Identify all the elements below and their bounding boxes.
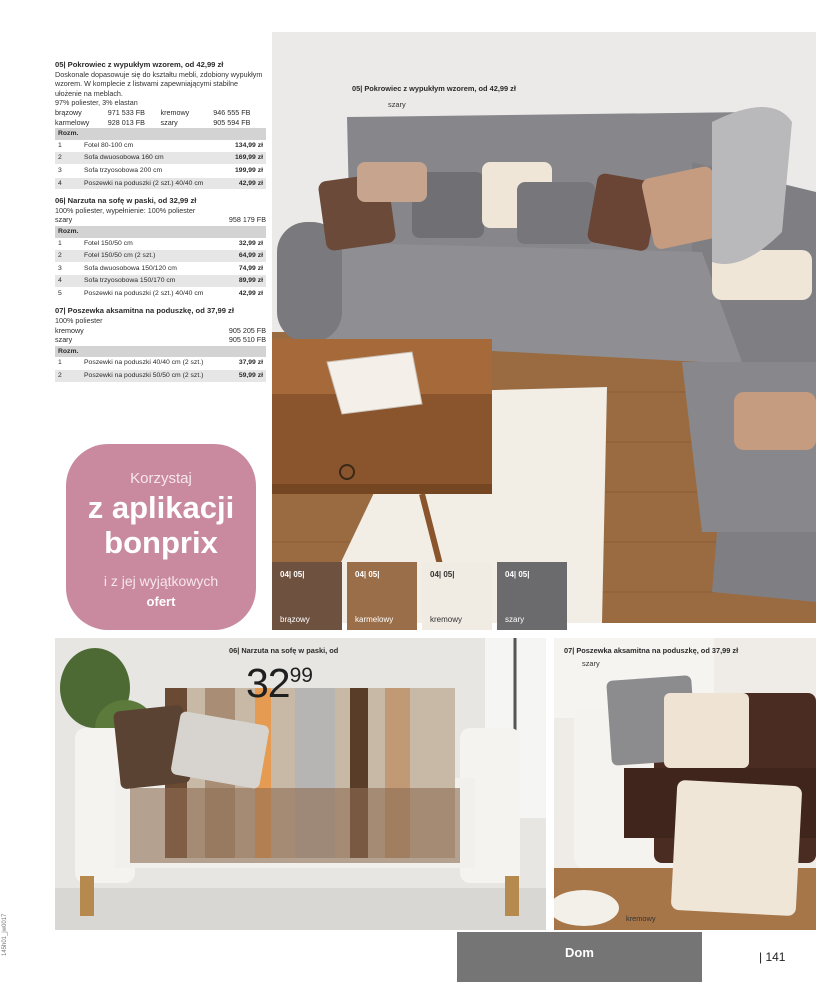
swatch-name: kremowy xyxy=(430,615,463,624)
product-05-description: Doskonale dopasowuje się do kształtu mebli, zdobiony wypukłym wzorem. W komplecie z listwami zapewniającymi stabilne ułożenie na meblach. xyxy=(55,69,263,98)
velvet-cushion-illustration xyxy=(554,638,816,930)
color-code: 905 510 FB xyxy=(228,335,266,345)
product-06-material: 100% poliester, wypełnienie: 100% poliester xyxy=(55,205,196,215)
color-code: 928 013 FB xyxy=(107,117,145,127)
size-price: 199,99 zł xyxy=(227,164,266,177)
size-num: 5 xyxy=(55,287,81,300)
promo-line-1: Korzystaj xyxy=(130,470,192,487)
size-num: 2 xyxy=(55,250,81,263)
size-num: 1 xyxy=(55,238,81,250)
size-price: 134,99 zł xyxy=(227,140,266,152)
swatch-kremowy[interactable] xyxy=(422,562,492,630)
size-price: 89,99 zł xyxy=(230,275,266,288)
product-06-size-table xyxy=(55,226,266,301)
size-name: Sofa trzyosobowa 150/170 cm xyxy=(81,275,230,288)
price-integer: 32 xyxy=(246,660,290,706)
photo3-label: 07| Poszewka aksamitna na poduszkę, od 37,99 zł xyxy=(564,646,739,655)
promo-brand-text: bonprix xyxy=(104,525,218,560)
table-row xyxy=(55,238,266,250)
size-name: Poszewki na poduszki 40/40 cm (2 szt.) xyxy=(81,357,230,369)
size-price: 169,99 zł xyxy=(227,152,266,165)
main-product-photo xyxy=(272,32,816,623)
product-05-heading: 05| Pokrowiec z wypukłym wzorem, od 42,99 zł xyxy=(55,60,224,69)
size-num: 3 xyxy=(55,262,81,275)
product-07-size-table xyxy=(55,346,266,383)
section-footer-bar xyxy=(457,932,702,982)
size-price: 32,99 zł xyxy=(230,238,266,250)
size-price: 64,99 zł xyxy=(230,250,266,263)
size-price: 74,99 zł xyxy=(230,262,266,275)
product-07-color-row xyxy=(55,335,266,345)
swatch-code: 04| 05| xyxy=(280,570,305,579)
photo3-color-top: szary xyxy=(582,659,600,668)
size-name: Poszewki na poduszki (2 szt.) 40/40 cm xyxy=(81,287,230,300)
size-name: Fotel 150/50 cm (2 szt.) xyxy=(81,250,230,263)
main-photo-label: 05| Pokrowiec z wypukłym wzorem, od 42,99 zł xyxy=(352,84,516,93)
color-code: 971 533 FB xyxy=(107,107,145,117)
product-info-column xyxy=(55,58,266,389)
size-price: 37,99 zł xyxy=(230,357,266,369)
size-name: Sofa dwuosobowa 160 cm xyxy=(81,152,227,165)
photo2-price xyxy=(246,660,313,707)
color-code: 946 555 FB xyxy=(213,107,251,117)
promo-line-2 xyxy=(66,490,256,560)
product-07-material: 100% poliester xyxy=(55,316,103,326)
size-num: 3 xyxy=(55,164,81,177)
swatch-name: brązowy xyxy=(280,615,310,624)
product-06-color-row xyxy=(55,215,266,225)
swatch-name: karmelowy xyxy=(355,615,394,624)
photo2-label: 06| Narzuta na sofę w paski, od xyxy=(229,646,339,655)
size-header: Rozm. xyxy=(55,226,266,238)
color-name: szary xyxy=(55,215,73,225)
table-row xyxy=(55,177,266,190)
table-row xyxy=(55,250,266,263)
photo3-color-bottom: kremowy xyxy=(626,914,656,923)
size-header: Rozm. xyxy=(55,346,266,358)
size-name: Poszewki na poduszki 50/50 cm (2 szt.) xyxy=(81,370,230,383)
page-number: | 141 xyxy=(759,950,786,964)
color-name: brązowy xyxy=(55,107,82,117)
color-code: 905 594 FB xyxy=(213,117,251,127)
section-title: Dom xyxy=(565,945,594,960)
table-row xyxy=(55,262,266,275)
main-photo-color: szary xyxy=(388,100,406,109)
size-price: 42,99 zł xyxy=(227,177,266,190)
size-num: 1 xyxy=(55,140,81,152)
product-05-color-row xyxy=(55,108,266,118)
product-07-heading: 07| Poszewka aksamitna na poduszkę, od 37,99 zł xyxy=(55,306,234,316)
product-07-color-row xyxy=(55,326,266,336)
size-name: Fotel 150/50 cm xyxy=(81,238,230,250)
product-05-size-table xyxy=(55,128,266,190)
table-row xyxy=(55,275,266,288)
velvet-cushion-photo xyxy=(554,638,816,930)
table-row xyxy=(55,357,266,369)
color-name: kremowy xyxy=(55,325,84,335)
size-num: 1 xyxy=(55,357,81,369)
size-header: Rozm. xyxy=(55,128,266,140)
table-row xyxy=(55,287,266,300)
product-06-heading: 06| Narzuta na sofę w paski, od 32,99 zł xyxy=(55,196,197,206)
table-row xyxy=(55,140,266,152)
size-name: Poszewki na poduszki (2 szt.) 40/40 cm xyxy=(81,177,227,190)
price-decimal: 99 xyxy=(289,664,313,687)
size-name: Sofa trzyosobowa 200 cm xyxy=(81,164,227,177)
size-name: Sofa dwuosobowa 150/120 cm xyxy=(81,262,230,275)
color-code: 958 179 FB xyxy=(228,215,266,225)
swatch-code: 04| 05| xyxy=(505,570,530,579)
app-promo-banner[interactable] xyxy=(66,444,256,630)
catalog-code: 145h01_jw0017 xyxy=(2,913,8,956)
color-code: 905 205 FB xyxy=(228,325,266,335)
promo-line-5: ofert xyxy=(146,594,176,609)
size-price: 59,99 zł xyxy=(230,370,266,383)
swatch-code: 04| 05| xyxy=(430,570,455,579)
size-name: Fotel 80-100 cm xyxy=(81,140,227,152)
table-row xyxy=(55,164,266,177)
swatch-code: 04| 05| xyxy=(355,570,380,579)
color-name: szary xyxy=(55,335,73,345)
table-row xyxy=(55,370,266,383)
corner-sofa-illustration xyxy=(272,32,816,623)
swatch-karmelowy[interactable] xyxy=(347,562,417,630)
color-name: kremowy xyxy=(160,107,190,117)
size-num: 2 xyxy=(55,152,81,165)
product-05-color-row xyxy=(55,118,266,128)
size-num: 4 xyxy=(55,275,81,288)
swatch-szary[interactable] xyxy=(497,562,567,630)
size-num: 4 xyxy=(55,177,81,190)
color-name: szary xyxy=(160,117,178,127)
promo-app-text: z aplikacji xyxy=(87,490,235,525)
swatch-brazowy[interactable] xyxy=(272,562,342,630)
color-name: karmelowy xyxy=(55,117,90,127)
size-num: 2 xyxy=(55,370,81,383)
table-row xyxy=(55,152,266,165)
promo-line-4: i z jej wyjątkowych xyxy=(103,573,219,589)
swatch-name: szary xyxy=(505,615,525,624)
size-price: 42,99 zł xyxy=(230,287,266,300)
product-05-material: 97% poliester, 3% elastan xyxy=(55,98,138,108)
